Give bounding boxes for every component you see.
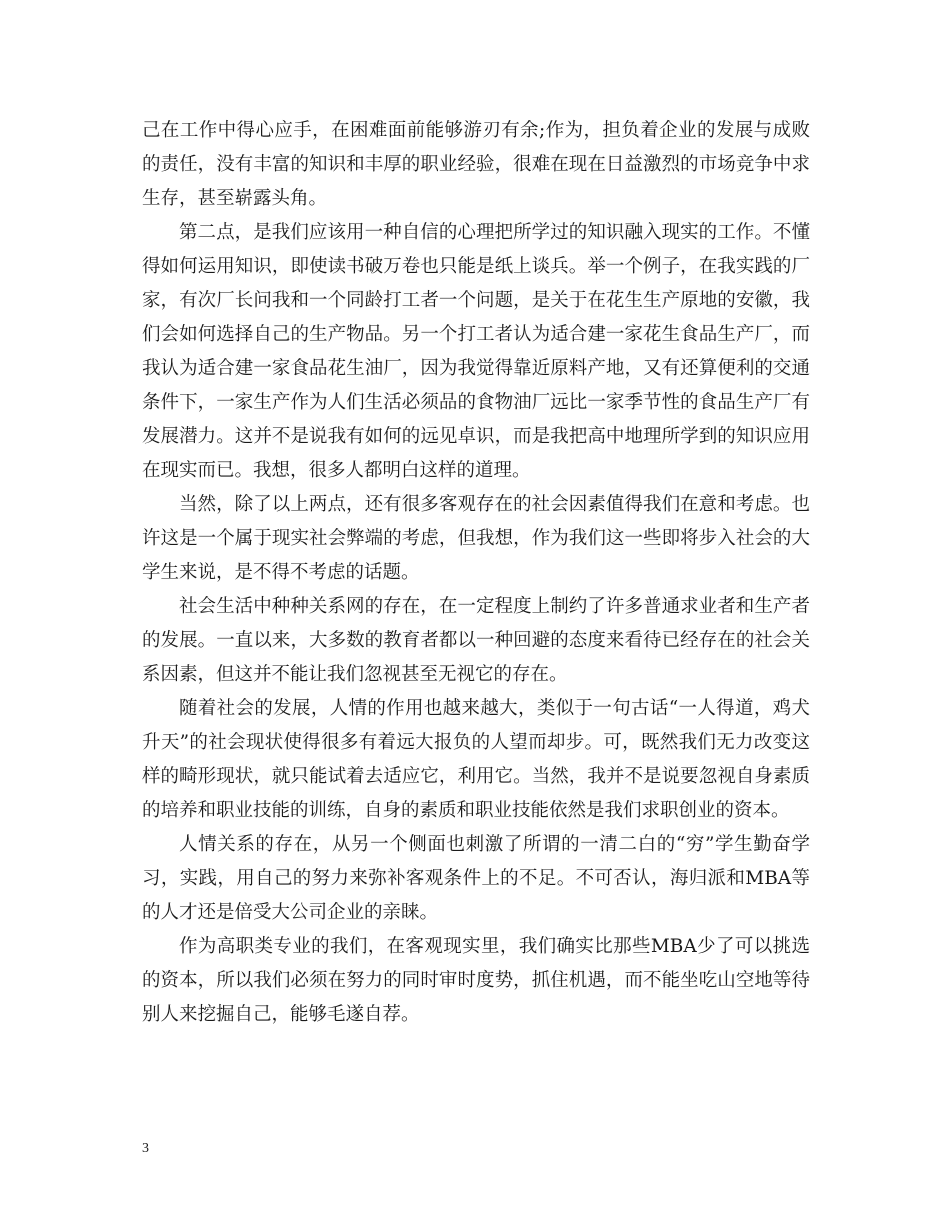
paragraph-7: 作为高职类专业的我们，在客观现实里，我们确实比那些MBA少了可以挑选的资本，所以我们必须在努力的同时审时度势，抓住机遇，而不能坐吃山空地等待别人来挖掘自己，能够毛遂自荐。 xyxy=(142,936,810,1025)
paragraph-3: 当然，除了以上两点，还有很多客观存在的社会因素值得我们在意和考虑。也许这是一个属于现实社会弊端的考虑，但我想，作为我们这一些即将步入社会的大学生来说，是不得不考虑的话题。 xyxy=(142,494,810,583)
paragraph-2: 第二点，是我们应该用一种自信的心理把所学过的知识融入现实的工作。不懂得如何运用知识，即使读书破万卷也只能是纸上谈兵。举一个例子，在我实践的厂家，有次厂长问我和一个同龄打工者一个问题，是关于在花生生产原地的安徽，我们会如何选择自己的生产物品。另一个打工者认为适合建一家花生食品生产厂，而我认为适合建一家食品花生油厂，因为我觉得靠近原料产地，又有还算便利的交通条件下，一家生产作为人们生活必须品的食物油厂远比一家季节性的食品生产厂有发展潜力。这并不是说我有如何的远见卓识，而是我把高中地理所学到的知识应用在现实而已。我想，很多人都明白这样的道理。 xyxy=(142,222,810,481)
paragraph-5: 随着社会的发展，人情的作用也越来越大，类似于一句古话“一人得道，鸡犬升天”的社会现状使得很多有着远大报负的人望而却步。可，既然我们无力改变这样的畸形现状，就只能试着去适应它，利用它。当然，我并不是说要忽视自身素质的培养和职业技能的训练，自身的素质和职业技能依然是我们求职创业的资本。 xyxy=(142,698,810,821)
paragraph-6: 人情关系的存在，从另一个侧面也刺激了所谓的一清二白的“穷”学生勤奋学习，实践，用自己的努力来弥补客观条件上的不足。不可否认，海归派和MBA等的人才还是倍受大公司企业的亲睐。 xyxy=(142,834,810,923)
paragraph-1: 己在工作中得心应手，在困难面前能够游刃有余;作为，担负着企业的发展与成败的责任，没有丰富的知识和丰厚的职业经验，很难在现在日益激烈的市场竞争中求生存，甚至崭露头角。 xyxy=(142,120,810,209)
paragraph-4: 社会生活中种种关系网的存在，在一定程度上制约了许多普通求业者和生产者的发展。一直以来，大多数的教育者都以一种回避的态度来看待已经存在的社会关系因素，但这并不能让我们忽视甚至无视它的存在。 xyxy=(142,596,810,685)
body-text xyxy=(142,114,810,1032)
page-number: 3 xyxy=(142,1141,149,1156)
